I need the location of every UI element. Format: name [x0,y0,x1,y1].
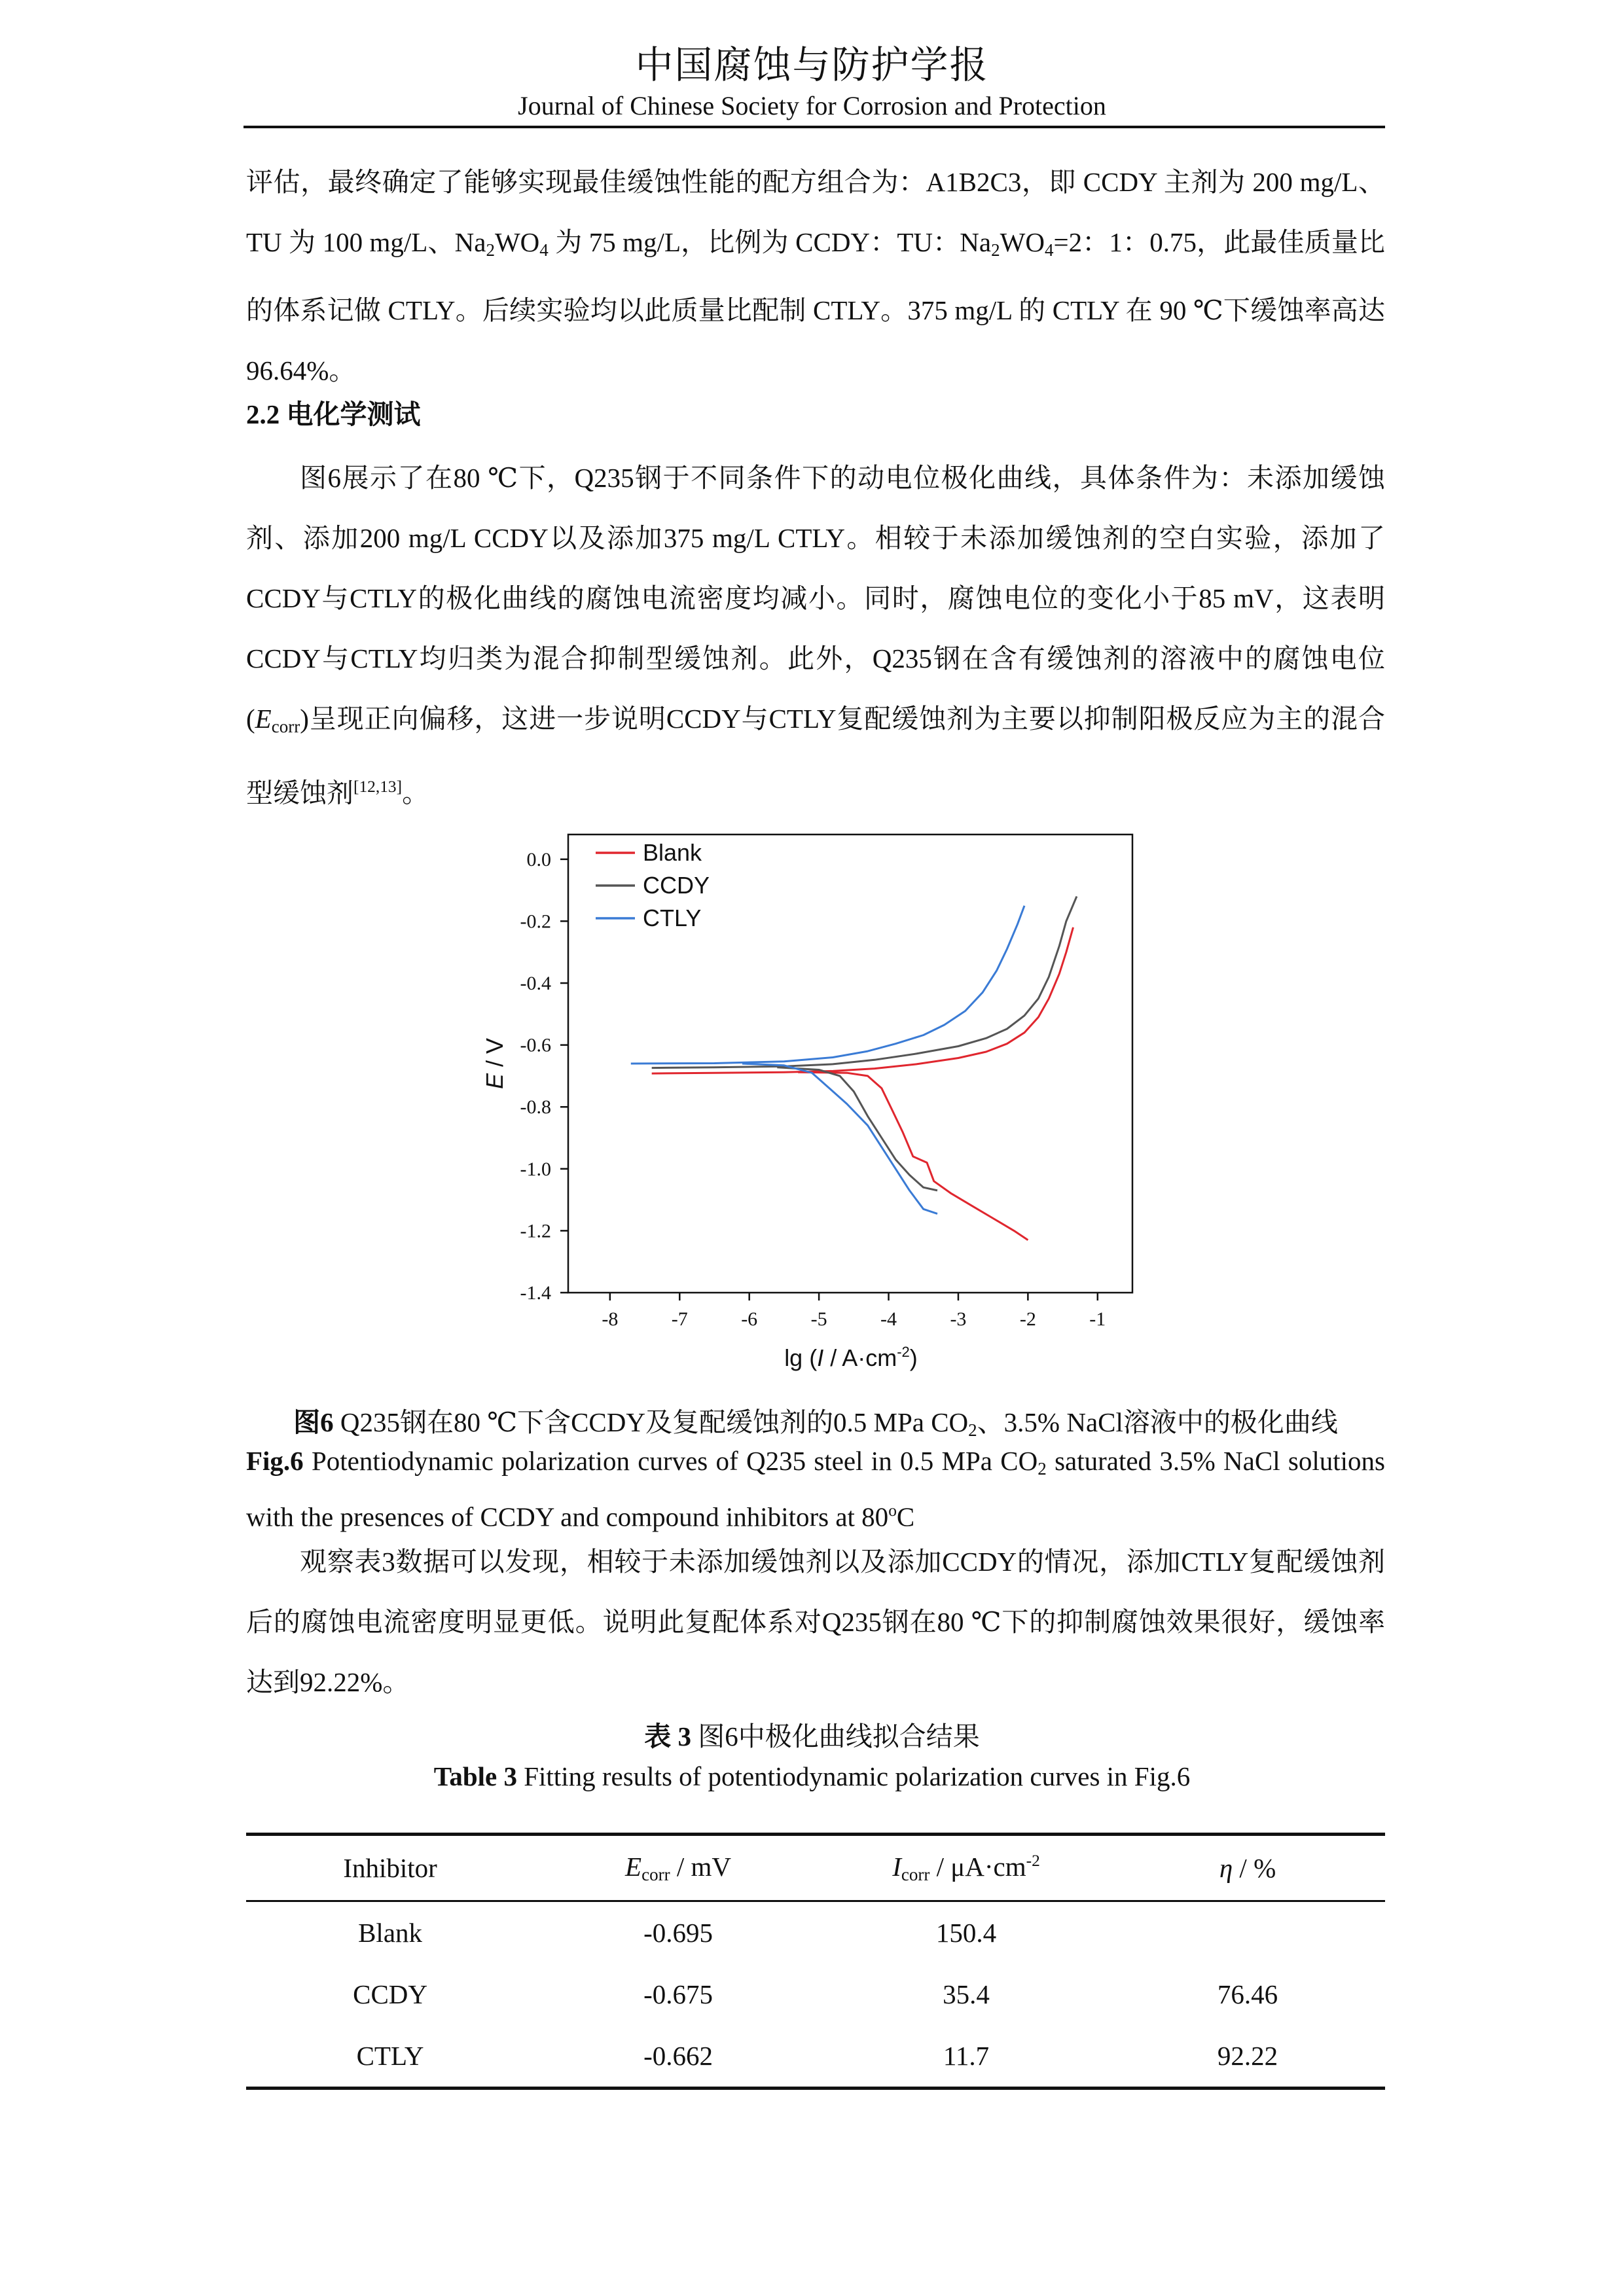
x-tick-label: -5 [810,1308,827,1330]
x-tick-label: -7 [671,1308,688,1330]
cell-eta [1110,1901,1385,1964]
section-heading: 2.2 电化学测试 [246,399,421,429]
table-title-en: Table 3 Fitting results of potentiodynamic polarization curves in Fig.6 [433,1761,1191,1791]
fitting-results-table [246,1833,1385,2090]
table-row [246,1901,1385,1964]
ccdy-anodic-curve [652,897,1077,1068]
y-tick-label: -0.2 [520,910,551,933]
y-tick-label: -0.8 [520,1096,551,1119]
polarization-figure [471,821,1165,1391]
table-title-cn: 表 3 图6中极化曲线拟合结果 [644,1721,980,1751]
x-tick-label: -8 [602,1308,619,1330]
blank-cathodic-curve [798,1072,1028,1240]
x-tick-label: -4 [880,1308,897,1330]
header-icorr: $I_{corr} / \mu A\cdot cm^{-2}$ [822,1835,1110,1901]
ccdy-cathodic-curve [777,1067,937,1191]
legend-label-ccdy: CCDY [643,872,710,899]
y-tick-label: -1.0 [520,1158,551,1180]
table-row [246,1964,1385,2025]
ctly-cathodic-curve [742,1064,937,1213]
cell-inhibitor: CTLY [246,2025,534,2089]
figure-caption-cn: 图6 Q235钢在80 ℃下含CCDY及复配缓蚀剂的0.5 MPa $CO_2$、3.5% NaCl溶液中的极化曲线 [293,1407,1338,1440]
table-header-row [246,1835,1385,1901]
paragraph-electrochemistry: 图6展示了在80 ℃下，Q235钢于不同条件下的动电位极化曲线，具体条件为：未添加缓蚀剂、添加200 mg/L CCDY以及添加375 mg/L CTLY。相较于未添加缓蚀剂的空白实验，添加了CCDY与CTLY的极化曲线的腐蚀电流密度均减小。同时，腐蚀电位的变化小于85 mV，这表明CCDY与CTLY均归类为混合抑制型缓蚀剂。此外，Q235钢在含有缓蚀剂的溶液中的腐蚀电位$(E_{corr})$呈现正向偏移，这进一步说明CCDY与CTLY复配缓蚀剂为主要以抑制阳极反应为主的混合型缓蚀剂[12,13]。 [246,463,1385,808]
legend-label-ctly: CTLY [643,905,702,931]
cell-icorr: 11.7 [822,2025,1110,2089]
paragraph-table-discussion: 观察表3数据可以发现，相较于未添加缓蚀剂以及添加CCDY的情况，添加CTLY复配缓蚀剂后的腐蚀电流密度明显更低。说明此复配体系对Q235钢在80 ℃下的抑制腐蚀效果很好，缓蚀率达到92.22%。 [246,1547,1385,1697]
figure-caption-en: Fig.6 Potentiodynamic polarization curves of Q235 steel in 0.5 MPa $CO_2$ saturated 3.5% NaCl solutions with the presences of CCDY and compound inhibitors at 80$^o$C [246,1446,1385,1532]
table-row [246,2025,1385,2089]
x-tick-label: -1 [1089,1308,1106,1330]
cell-icorr: 150.4 [935,1918,997,1948]
x-tick-label: -6 [741,1308,758,1330]
x-axis-label: $\lg (I / A\cdot cm^{-2})$ [784,1344,918,1371]
y-tick-label: -1.2 [520,1220,551,1242]
cell-eta: 92.22 [1110,2025,1385,2089]
cell-eta: 76.46 [1217,1979,1278,2009]
x-tick-label: -3 [950,1308,967,1330]
paragraph-formulation: 评估，最终确定了能够实现最佳缓蚀性能的配方组合为：A1B2C3，即 CCDY 主剂为 200 mg/L、TU 为 100 mg/L、$Na_2WO_4$ 为 75 mg/L，比例为 CCDY：TU：$Na_2WO_4=2$：1：0.75，此最佳质量比的体系记做 CTLY。后续实验均以此质量比配制 CTLY。375 mg/L 的 CTLY 在 90 ℃下缓蚀率高达 96.64%。 [246,167,1385,386]
header-divider [244,126,1385,128]
y-tick-label: 0.0 [526,848,551,870]
header-eta: η / % [1110,1835,1385,1901]
cell-inhibitor: CCDY [353,1979,428,2009]
y-axis-label: E / V [481,1037,508,1090]
cell-ecorr: -0.675 [643,1979,713,2009]
legend-label-blank: Blank [643,839,702,866]
polarization-chart [471,821,1165,1391]
cell-inhibitor: Blank [358,1918,423,1948]
header-ecorr: $E_{corr}$ / mV [534,1835,822,1901]
header-inhibitor: Inhibitor [246,1835,534,1901]
journal-title-cn: 中国腐蚀与防护学报 [635,44,989,86]
y-tick-label: -0.4 [520,973,551,995]
x-tick-label: -2 [1019,1308,1036,1330]
cell-icorr: 35.4 [943,1979,990,2009]
y-tick-label: -1.4 [520,1282,551,1304]
cell-ecorr: -0.695 [643,1918,713,1948]
journal-title-en: Journal of Chinese Society for Corrosion and Protection [518,91,1106,120]
cell-ecorr: -0.662 [534,2025,822,2089]
y-tick-label: -0.6 [520,1034,551,1056]
